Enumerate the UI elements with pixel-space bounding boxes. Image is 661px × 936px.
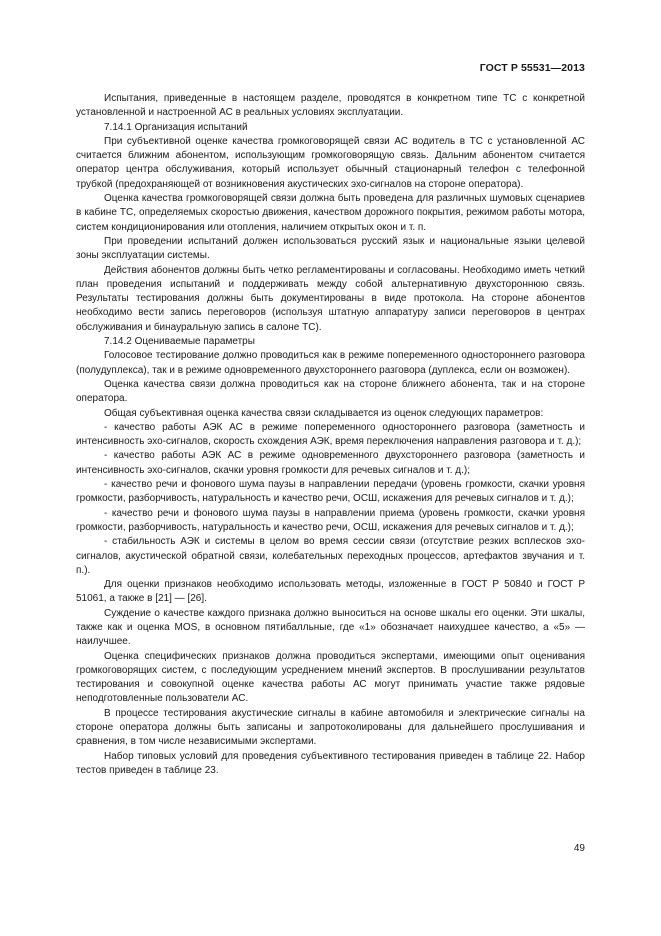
paragraph: Набор типовых условий для проведения субъективного тестирования приведен в таблице 22. Набор тестов приведен в таблице 23. [76,750,585,776]
list-item: - стабильность АЭК и системы в целом во время сессии связи (отсутствие резких всплесков эхо-сигналов, акустической обратной связи, колебательных переходных процессов, артефактов звучания и т. п.). [76,536,585,576]
paragraph: Для оценки признаков необходимо использовать методы, изложенные в ГОСТ Р 50840 и ГОСТ Р 51061, а также в [21] — [26]. [76,579,585,605]
paragraph: Оценка качества громкоговорящей связи должна быть проведена для различных шумовых сценариев в кабине ТС, определяемых скоростью движения, качеством дорожного покрытия, режимом работы мотора, систем кондиционирования или отопления, наличием открытых окон и т. п. [76,193,585,233]
list-item: - качество работы АЭК АС в режиме попеременного одностороннего разговора (заметность и интенсивность эхо-сигналов, скорость схождения АЭК, время переключения направления разговора и т. д.); [76,421,585,448]
list-item: - качество работы АЭК АС в режиме одновременного двухстороннего разговора (заметность и интенсивность эхо-сигналов, скачки уровня громкости для речевых сигналов и т. д.); [76,450,585,476]
paragraph: Голосовое тестирование должно проводиться как в режиме попеременного одностороннего разговора (полудуплекса), так и в режиме одновременного двухстороннего разговора (дуплекса, если он возможен). [76,350,585,376]
section-heading-7-14-1: 7.14.1 Организация испытаний [104,121,248,133]
paragraph: Общая субъективная оценка качества связи складывается из оценок следующих параметров: [104,407,544,419]
section-heading-7-14-2: 7.14.2 Оцениваемые параметры [104,336,255,348]
paragraph: В процессе тестирования акустические сигналы в кабине автомобиля и электрические сигналы на стороне оператора должны быть записаны и запротоколированы для дальнейшего прослушивания и сравнения, в том числе независимыми экспертами. [76,707,585,748]
paragraph-intro: Испытания, приведенные в настоящем разделе, проводятся в конкретном типе ТС с конкретной установленной и настроенной АС в реальных условиях эксплуатации. [76,93,585,119]
paragraph: Оценка специфических признаков должна проводиться экспертами, имеющими опыт оценивания громкоговорящих систем, с последующим усреднением мнений экспертов. В прослушивании результатов тестирования и совокупной оценке качества работы АС могут принимать участие также рядовые неподготовленные пользователи АС. [76,650,585,705]
list-item: - качество речи и фонового шума паузы в направлении передачи (уровень громкости, скачки уровня громкости, разборчивость, натуральность и качество речи, ОСШ, искажения для речевых сигналов и т. д.); [76,479,585,505]
page-number: 49 [573,843,585,854]
document-header-standard-id: ГОСТ Р 55531—2013 [479,62,585,74]
paragraph: Действия абонентов должны быть четко регламентированы и согласованы. Необходимо иметь четкий план проведения испытаний и поддерживать между собой альтернативную двухстороннюю связь. Результаты тестирования должны быть документированы в виде протокола. На стороне абонентов необходимо вести запись переговоров (используя штатную аппаратуру записи переговоров в центрах обслуживания и бинауральную запись в салоне ТС). [76,264,585,333]
paragraph: Суждение о качестве каждого признака должно выноситься на основе шкалы его оценки. Эти шкалы, также как и оценка MOS, в основном пятибалльные, где «1» обозначает наихудшее качество, а «5» — наилучшее. [76,607,585,648]
list-item: - качество речи и фонового шума паузы в направлении приема (уровень громкости, скачки уровня громкости, разборчивость, натуральность и качество речи, ОСШ, искажения для речевых сигналов и т. д.); [76,507,585,533]
paragraph: При проведении испытаний должен использоваться русский язык и национальные языки целевой зоны эксплуатации системы. [76,235,585,262]
document-body [76,92,585,778]
paragraph: При субъективной оценке качества громкоговорящей связи АС водитель в ТС с установленной АС считается ближним абонентом, использующим громкоговорящую связь. Дальним абонентом считается оператор центра обслуживания, который использует обычный стационарный телефон с телефонной трубкой (предохраняющей от возникновения акустических эхо-сигналов на стороне оператора). [76,135,585,190]
paragraph: Оценка качества связи должна проводиться как на стороне ближнего абонента, так и на стороне оператора. [76,378,585,405]
